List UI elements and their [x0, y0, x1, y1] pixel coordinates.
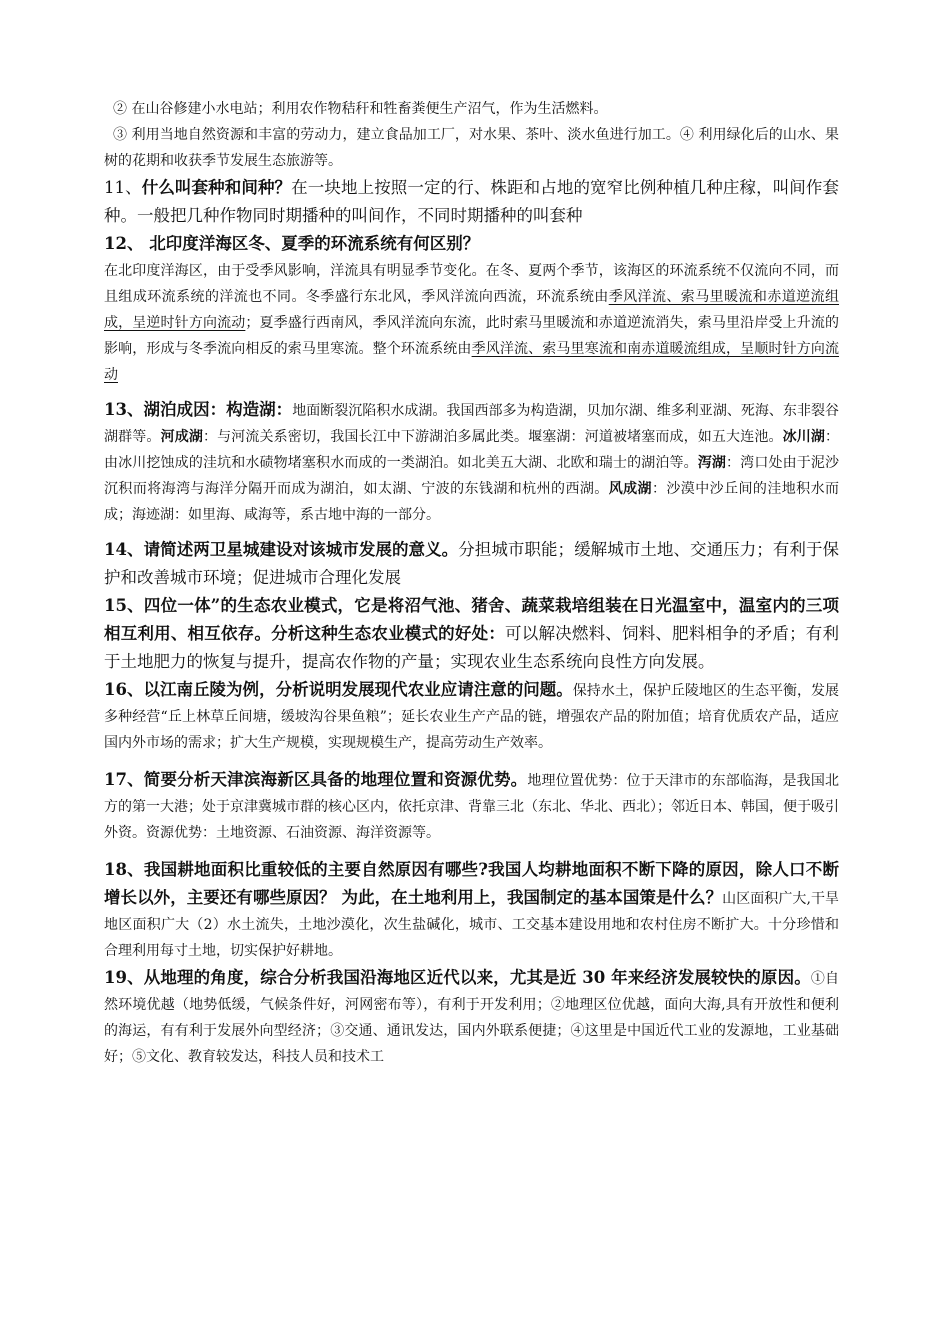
question-18: [104, 856, 839, 964]
q16-title: 16、以江南丘陵为例，分析说明发展现代农业应请注意的问题。: [104, 680, 573, 699]
question-12-title: 12、 北印度洋海区冬、夏季的环流系统有何区别？: [104, 234, 480, 253]
q17-title: 17、简要分析天津滨海新区具备的地理位置和资源优势。: [104, 770, 528, 789]
q17-answer: 地理位置优势：位于天津市的东部临海，是我国北方的第一大港；处于京津冀城市群的核心区内，依托京津、背靠三北（东北、华北、西北）；邻近日本、韩国，便于吸引外资。资源优势：土地资源、石油资源、海洋资源等。: [104, 773, 839, 841]
q13-title: 13、湖泊成因：: [104, 400, 227, 419]
question-12-answer: 在北印度洋海区，由于受季风影响，洋流具有明显季节变化。在冬、夏两个季节，该海区的环流系统不仅流向不同，而且组成环流系统的洋流也不同。冬季盛行东北风，季风洋流向西流，环流系统由季风洋流、索马里暖流和赤道逆流组成，呈逆时针方向流动；夏季盛行西南风，季风洋流向东流，此时索马里暖流和赤道逆流消失，索马里沿岸受上升流的影响，形成与冬季流向相反的索马里寒流。整个环流系统由季风洋流、索马里寒流和南赤道暖流组成，呈顺时针方向流动: [104, 263, 840, 383]
q11-number: 11、: [104, 178, 142, 197]
q15-answer: 可以解决燃料、饲料、肥料相争的矛盾；有利于土地肥力的恢复与提升，提高农作物的产量；实现农业生态系统向良性方向发展。: [104, 624, 840, 671]
q14-title: 14、请简述两卫星城建设对该城市发展的意义。: [104, 540, 459, 559]
winter-circulation-underline: 季风洋流、索马里暖流和赤道逆流组成，呈逆时针方向流动: [104, 289, 840, 331]
question-15: [104, 592, 839, 676]
question-16: [104, 676, 839, 756]
summer-circulation-underline: 季风洋流、索马里寒流和南赤道暖流组成，呈顺时针方向流动: [104, 341, 840, 383]
q18-answer: 山区面积广大,干旱地区面积广大（2）水土流失，土地沙漠化，次生盐碱化，城市、工交基本建设用地和农村住房不断扩大。十分珍惜和合理利用每寸土地，切实保护好耕地。: [104, 891, 840, 959]
question-11: [104, 174, 839, 230]
q13-term-river: 河成湖: [160, 429, 203, 445]
q16-answer: 保持水土，保护丘陵地区的生态平衡，发展多种经营“丘上林草丘间塘，缓坡沟谷果鱼粮”；延长农业生产产品的链，增强农产品的附加值；培育优质农产品，适应国内外市场的需求；扩大生产规模，实现规模生产，提高劳动生产效率。: [104, 683, 840, 751]
paragraph-measure-2: ② 在山谷修建小水电站；利用农作物秸秆和牲畜粪便生产沼气，作为生活燃料。: [113, 101, 608, 117]
q13-term-aeolian: 风成湖: [608, 481, 652, 497]
q13-term-tectonic: 构造湖：: [226, 400, 293, 419]
q13-term-glacial: 冰川湖: [782, 429, 826, 445]
question-13: 13、湖泊成因：构造湖：地面断裂沉陷积水成湖。我国西部多为构造湖，贝加尔湖、维多利亚湖、死海、东非裂谷湖群等。河成湖：与河流关系密切，我国长江中下游湖泊多属此类。堰塞湖：河道被堵塞而成，如五大连池。冰川湖：由冰川挖蚀成的洼坑和水碛物堵塞积水而成的一类湖泊。如北美五大湖、北欧和瑞士的湖泊等。泻湖：湾口处由于泥沙沉积而将海湾与海洋分隔开而成为湖泊，如太湖、宁波的东钱湖和杭州的西湖。风成湖：沙漠中沙丘间的洼地积水而成；海迹湖：如里海、咸海等，系古地中海的一部分。: [104, 400, 840, 523]
q14-answer: 分担城市职能；缓解城市土地、交通压力；有利于保护和改善城市环境；促进城市合理化发展: [104, 540, 839, 587]
q15-title: 15、四位一体”的生态农业模式，它是将沼气池、猪舍、蔬菜栽培组装在日光温室中，温室内的三项相互利用、相互依存。分析这种生态农业模式的好处：: [104, 596, 839, 643]
q19-answer: ①自然环境优越（地势低缓，气候条件好，河网密布等），有利于开发利用；②地理区位优越，面向大海,具有开放性和便利的海运，有有利于发展外向型经济；③交通、通讯发达，国内外联系便捷；④这里是中国近代工业的发源地，工业基础好；⑤文化、教育较发达，科技人员和技术工: [104, 971, 840, 1065]
q18-title: 18、我国耕地面积比重较低的主要自然原因有哪些?我国人均耕地面积不断下降的原因，除人口不断增长以外，主要还有哪些原因？ 为此，在土地利用上，我国制定的基本国策是什么？: [104, 860, 839, 907]
document-page: [104, 96, 839, 1070]
paragraph-measure-3-4: ③ 利用当地自然资源和丰富的劳动力，建立食品加工厂，对水果、茶叶、淡水鱼进行加工。④ 利用绿化后的山水、果树的花期和收获季节发展生态旅游等。: [104, 127, 839, 169]
q19-title: 19、从地理的角度，综合分析我国沿海地区近代以来，尤其是近 30 年来经济发展较快的原因。: [104, 968, 811, 987]
question-14: [104, 536, 839, 592]
q11-title: 什么叫套种和间种？: [141, 178, 292, 197]
q11-answer: 在一块地上按照一定的行、株距和占地的宽窄比例种植几种庄稼，叫间作套种。一般把几种作物同时期播种的叫间作，不同时期播种的叫套种: [104, 178, 840, 225]
question-19: [104, 964, 839, 1070]
question-17: [104, 766, 839, 846]
q13-term-lagoon: 泻湖: [697, 455, 727, 471]
